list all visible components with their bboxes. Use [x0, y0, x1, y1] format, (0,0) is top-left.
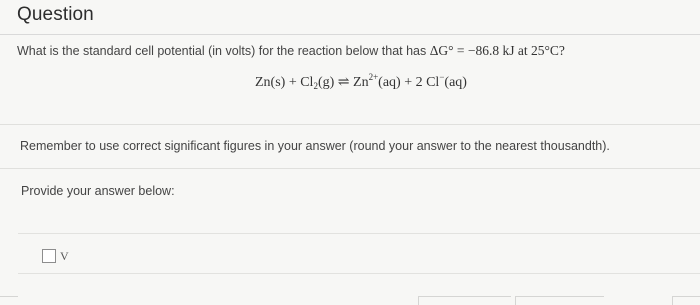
equation-chloride-charge: − [439, 72, 445, 82]
question-prompt [17, 43, 565, 59]
reaction-equation [255, 72, 467, 91]
equation-charge: 2+ [368, 72, 379, 82]
question-title: Question [17, 4, 94, 25]
divider [0, 168, 700, 169]
equation-reactant-phase: (g) [317, 75, 335, 90]
provide-answer-label: Provide your answer below: [21, 184, 175, 198]
prompt-text: What is the standard cell potential (in volts) for the reaction below that has [17, 44, 430, 58]
equation-product: Zn [353, 75, 369, 90]
equation-chloride-phase: (aq) [444, 75, 467, 90]
answer-unit: V [60, 249, 69, 263]
equation-product-phase: (aq) + 2 Cl [378, 75, 440, 90]
sig-fig-reminder: Remember to use correct significant figures in your answer (round your answer to the nearest thousandth). [20, 139, 610, 153]
prompt-delta-g: ΔG° = −86.8 kJ at 25°C? [429, 43, 565, 58]
question-header [0, 0, 700, 35]
divider [0, 124, 700, 125]
answer-area [18, 233, 700, 274]
equation-subscript: 2 [313, 81, 318, 91]
answer-input[interactable] [42, 249, 56, 263]
equilibrium-arrow-icon: ⇌ [337, 75, 350, 90]
equation-reactant: Zn(s) + Cl [255, 75, 314, 90]
